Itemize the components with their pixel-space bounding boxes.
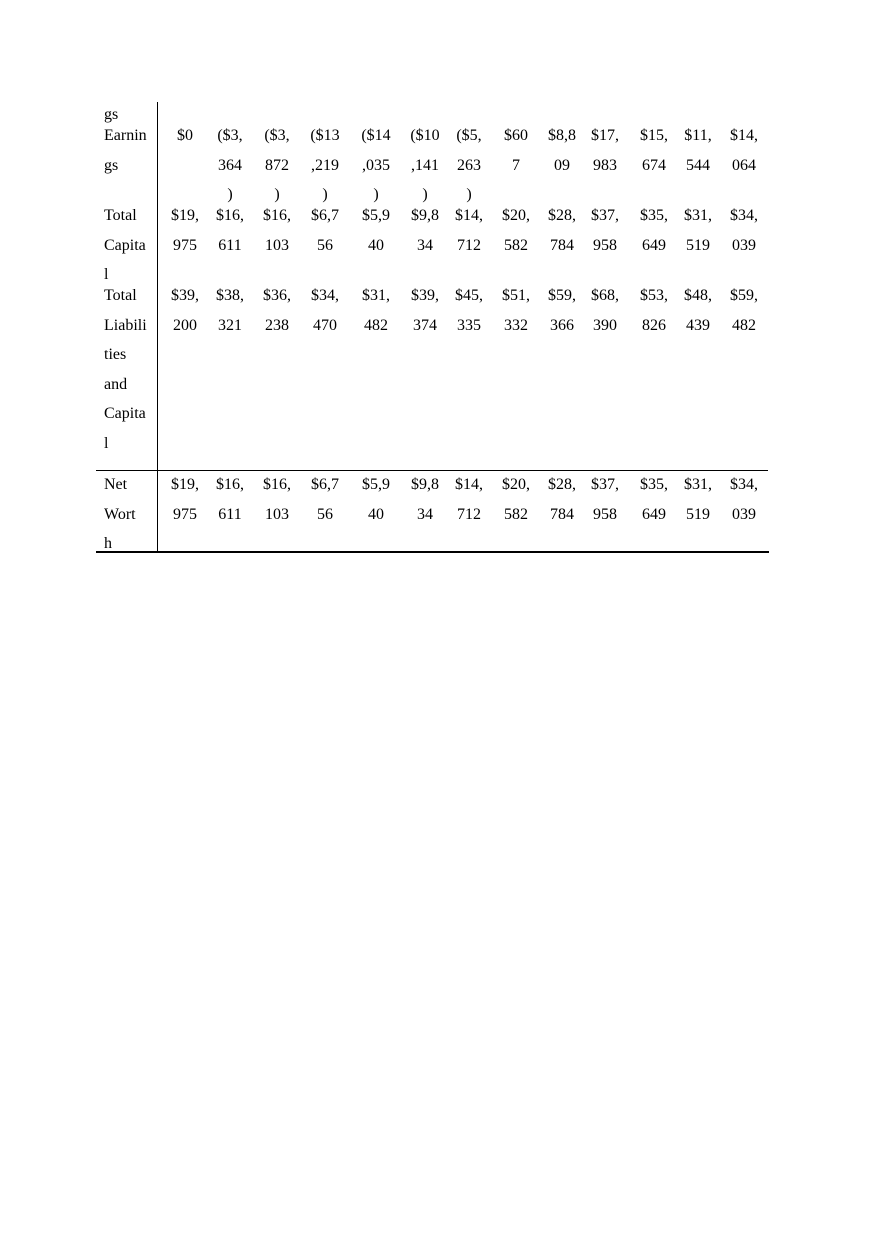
table-cell bbox=[583, 470, 627, 529]
table-cell bbox=[540, 121, 584, 180]
table-cell bbox=[632, 281, 676, 340]
cell-text-line: $5,9 bbox=[362, 476, 390, 493]
cell-text-line: 374 bbox=[413, 316, 437, 334]
cell-text-line: $36, bbox=[263, 287, 291, 304]
cell-text-line: 366 bbox=[550, 316, 574, 334]
cell-text-line: 482 bbox=[732, 316, 756, 334]
cell-text-line: 332 bbox=[504, 316, 528, 334]
table-cell bbox=[632, 470, 676, 529]
table-cell bbox=[676, 281, 720, 340]
cell-text-line: 039 bbox=[732, 236, 756, 254]
cell-text-line: 364 bbox=[218, 156, 242, 174]
table-cell bbox=[583, 121, 627, 180]
cell-text-line: $35, bbox=[640, 207, 668, 224]
row-label-total-liabilities-and-capital bbox=[104, 281, 160, 458]
cell-text-line: $59, bbox=[548, 287, 576, 304]
cell-text-line: 439 bbox=[686, 316, 710, 334]
table-cell bbox=[583, 281, 627, 340]
table-cell bbox=[255, 470, 299, 529]
table-cell bbox=[163, 470, 207, 529]
table-cell bbox=[163, 121, 207, 151]
cell-text-line: 064 bbox=[732, 156, 756, 174]
cell-text-line: $19, bbox=[171, 476, 199, 493]
table-cell bbox=[494, 121, 538, 180]
table-cell bbox=[303, 121, 347, 210]
cell-text-line: $16, bbox=[216, 476, 244, 493]
cell-text-line: $16, bbox=[263, 476, 291, 493]
cell-text-line: 200 bbox=[173, 316, 197, 334]
table-cell bbox=[583, 201, 627, 260]
cell-text-line: $19, bbox=[171, 207, 199, 224]
cell-text-line: 611 bbox=[218, 505, 242, 523]
row-label-line: gs bbox=[104, 156, 119, 174]
cell-text-line: $39, bbox=[411, 287, 439, 304]
table-cell bbox=[722, 281, 766, 340]
table-cell bbox=[255, 121, 299, 210]
cell-text-line: 649 bbox=[642, 236, 666, 254]
table-bottom-border bbox=[96, 551, 769, 553]
table-cell bbox=[354, 201, 398, 260]
cell-text-line: ) bbox=[227, 186, 233, 203]
cell-text-line: 039 bbox=[732, 505, 756, 523]
cell-text-line: $14, bbox=[455, 476, 483, 493]
cell-text-line: ,219 bbox=[311, 156, 339, 174]
row-label-line: Capita bbox=[104, 405, 146, 422]
table-cell bbox=[354, 121, 398, 210]
cell-text-line: ($3, bbox=[217, 127, 243, 144]
cell-text-line: $39, bbox=[171, 287, 199, 304]
cell-text-line: $20, bbox=[502, 476, 530, 493]
table-cell bbox=[403, 121, 447, 210]
cell-text-line: ,141 bbox=[411, 156, 439, 174]
row-label-line: h bbox=[104, 535, 112, 552]
cell-text-line: 519 bbox=[686, 505, 710, 523]
table-cell bbox=[676, 470, 720, 529]
table-cell bbox=[303, 201, 347, 260]
cell-text-line: $45, bbox=[455, 287, 483, 304]
cell-text-line: $31, bbox=[684, 207, 712, 224]
cell-text-line: $35, bbox=[640, 476, 668, 493]
cell-text-line: $48, bbox=[684, 287, 712, 304]
cell-text-line: $8,8 bbox=[548, 127, 576, 144]
table-cell bbox=[208, 121, 252, 210]
cell-text-line: ($10 bbox=[410, 127, 440, 144]
cell-text-line: 335 bbox=[457, 316, 481, 334]
cell-text-line: 103 bbox=[265, 505, 289, 523]
table-cell bbox=[255, 201, 299, 260]
cell-text-line: $6,7 bbox=[311, 476, 339, 493]
cell-text-line: $34, bbox=[730, 476, 758, 493]
row-label-line: l bbox=[104, 266, 109, 283]
table-cell bbox=[354, 470, 398, 529]
cell-text-line: 40 bbox=[368, 505, 384, 523]
cell-text-line: 958 bbox=[593, 236, 617, 254]
cell-text-line: $31, bbox=[684, 476, 712, 493]
cell-text-line: 712 bbox=[457, 505, 481, 523]
cell-text-line: 519 bbox=[686, 236, 710, 254]
table-cell bbox=[676, 201, 720, 260]
table-cell bbox=[303, 470, 347, 529]
table-cell bbox=[403, 201, 447, 260]
table-cell bbox=[722, 201, 766, 260]
cell-text-line: 784 bbox=[550, 236, 574, 254]
cell-text-line: ) bbox=[322, 186, 328, 203]
row-label-line: and bbox=[104, 375, 128, 393]
cell-text-line: $14, bbox=[455, 207, 483, 224]
row-label-line: Total bbox=[104, 287, 137, 304]
cell-text-line: 674 bbox=[642, 156, 666, 174]
cell-text-line: 712 bbox=[457, 236, 481, 254]
cell-text-line: 582 bbox=[504, 505, 528, 523]
cell-text-line: $16, bbox=[263, 207, 291, 224]
cell-text-line: $17, bbox=[591, 127, 619, 144]
cell-text-line: $37, bbox=[591, 476, 619, 493]
cell-text-line: 34 bbox=[417, 505, 433, 523]
table-cell bbox=[494, 281, 538, 340]
cell-text-line: $60 bbox=[504, 127, 528, 144]
table-cell bbox=[403, 470, 447, 529]
cell-text-line: 872 bbox=[265, 156, 289, 174]
cell-text-line: 975 bbox=[173, 505, 197, 523]
row-label-line: Capita bbox=[104, 236, 146, 254]
table-cell bbox=[447, 281, 491, 340]
cell-text-line: $9,8 bbox=[411, 476, 439, 493]
cell-text-line: ($13 bbox=[310, 127, 340, 144]
table-cell bbox=[540, 201, 584, 260]
cell-text-line: $38, bbox=[216, 287, 244, 304]
cell-text-line: $28, bbox=[548, 207, 576, 224]
row-label-line: Total bbox=[104, 207, 137, 224]
table-cell bbox=[676, 121, 720, 180]
cell-text-line: 56 bbox=[317, 236, 333, 254]
row-label-total-capital bbox=[104, 201, 160, 290]
cell-text-line: ) bbox=[466, 186, 472, 203]
cell-text-line: ($5, bbox=[456, 127, 482, 144]
row-label-retained-earnings bbox=[104, 121, 160, 180]
table-cell bbox=[540, 470, 584, 529]
cell-text-line: 544 bbox=[686, 156, 710, 174]
table-cell bbox=[255, 281, 299, 340]
table-cell bbox=[303, 281, 347, 340]
table-cell bbox=[208, 281, 252, 340]
row-label-line: Earnin bbox=[104, 127, 147, 144]
cell-text-line: 56 bbox=[317, 505, 333, 523]
cell-text-line: ) bbox=[422, 186, 428, 203]
cell-text-line: $51, bbox=[502, 287, 530, 304]
table-cell bbox=[632, 201, 676, 260]
cell-text-line: ) bbox=[373, 186, 379, 203]
cell-text-line: 7 bbox=[512, 156, 520, 174]
cell-text-line: 983 bbox=[593, 156, 617, 174]
cell-text-line: $20, bbox=[502, 207, 530, 224]
table-cell bbox=[208, 201, 252, 260]
cell-text-line: ($3, bbox=[264, 127, 290, 144]
cell-text-line: 40 bbox=[368, 236, 384, 254]
cell-text-line: 784 bbox=[550, 505, 574, 523]
cell-text-line: 263 bbox=[457, 156, 481, 174]
table-cell bbox=[447, 121, 491, 210]
table-cell bbox=[494, 201, 538, 260]
cell-text-line: $11, bbox=[684, 127, 712, 144]
cell-text-line: 649 bbox=[642, 505, 666, 523]
cell-text-line: 238 bbox=[265, 316, 289, 334]
table-cell bbox=[447, 201, 491, 260]
cell-text-line: 470 bbox=[313, 316, 337, 334]
cell-text-line: 482 bbox=[364, 316, 388, 334]
table-cell bbox=[632, 121, 676, 180]
cell-text-line: 09 bbox=[554, 156, 570, 174]
cell-text-line: $16, bbox=[216, 207, 244, 224]
table-cell bbox=[447, 470, 491, 529]
cell-text-line: ($14 bbox=[361, 127, 391, 144]
row-label-net-worth bbox=[104, 470, 160, 559]
cell-text-line: 975 bbox=[173, 236, 197, 254]
cell-text-line: $9,8 bbox=[411, 207, 439, 224]
cell-text-line: $28, bbox=[548, 476, 576, 493]
cell-text-line: $6,7 bbox=[311, 207, 339, 224]
row-label-line: l bbox=[104, 434, 109, 452]
cell-text-line: $15, bbox=[640, 127, 668, 144]
cell-text-line: $31, bbox=[362, 287, 390, 304]
continued-label-fragment: gs bbox=[104, 106, 119, 123]
cell-text-line: $37, bbox=[591, 207, 619, 224]
table-cell bbox=[354, 281, 398, 340]
cell-text-line: $0 bbox=[177, 127, 193, 144]
table-cell bbox=[208, 470, 252, 529]
row-label-line: ties bbox=[104, 346, 127, 363]
cell-text-line: ) bbox=[274, 186, 280, 203]
table-cell bbox=[540, 281, 584, 340]
cell-text-line: $59, bbox=[730, 287, 758, 304]
cell-text-line: 826 bbox=[642, 316, 666, 334]
table-cell bbox=[403, 281, 447, 340]
cell-text-line: 958 bbox=[593, 505, 617, 523]
cell-text-line: $68, bbox=[591, 287, 619, 304]
cell-text-line: ,035 bbox=[362, 156, 390, 174]
row-label-line: Liabili bbox=[104, 316, 147, 334]
cell-text-line: 390 bbox=[593, 316, 617, 334]
cell-text-line: 321 bbox=[218, 316, 242, 334]
cell-text-line: $14, bbox=[730, 127, 758, 144]
table-cell bbox=[722, 470, 766, 529]
cell-text-line: $34, bbox=[730, 207, 758, 224]
cell-text-line: $34, bbox=[311, 287, 339, 304]
cell-text-line: 582 bbox=[504, 236, 528, 254]
cell-text-line: 103 bbox=[265, 236, 289, 254]
cell-text-line: 34 bbox=[417, 236, 433, 254]
row-label-line: Net bbox=[104, 476, 128, 493]
cell-text-line: 611 bbox=[218, 236, 242, 254]
row-label-line: Wort bbox=[104, 505, 136, 523]
cell-text-line: $53, bbox=[640, 287, 668, 304]
table-cell bbox=[722, 121, 766, 180]
cell-text-line: $5,9 bbox=[362, 207, 390, 224]
table-cell bbox=[494, 470, 538, 529]
table-cell bbox=[163, 281, 207, 340]
table-cell bbox=[163, 201, 207, 260]
